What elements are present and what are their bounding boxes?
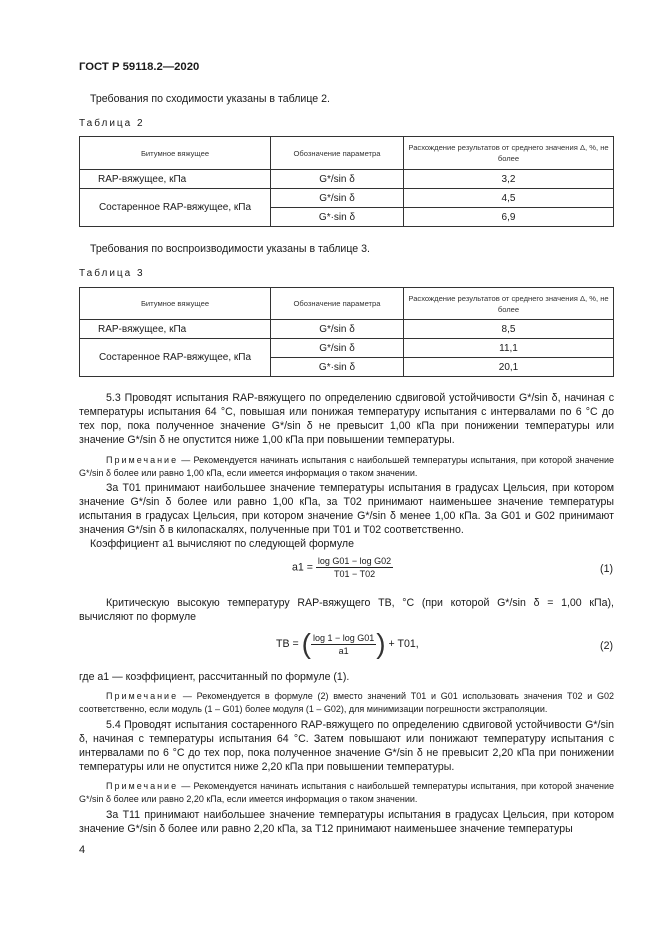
note-label: Примечание — [106, 781, 179, 791]
binder-aged: Состаренное RAP-вяжущее, кПа — [80, 339, 271, 377]
table-header-row — [80, 137, 614, 170]
header-parameter: Обозначение параметра — [271, 288, 404, 320]
param-cell: G*/sin δ — [271, 339, 404, 358]
binder-rap: RAP-вяжущее, кПа — [80, 170, 271, 189]
value-cell: 4,5 — [404, 189, 614, 208]
formula-2: TB = ( $\frac{\text{log 1 − log G01}}{a1}$ ) + T01, — [276, 628, 419, 659]
note-1 — [79, 454, 614, 479]
value-cell: 11,1 — [404, 339, 614, 358]
param-cell: G*·sin δ — [271, 208, 404, 227]
formula-2-numerator: log 1 − log G01 — [312, 632, 375, 643]
formula-1-numerator: log G01 − log G02 — [317, 556, 392, 566]
intro-table3: Требования по воспроизводимости указаны в таблице 3. — [90, 243, 370, 255]
paragraph-critical-temperature: Критическую высокую температуру RAP-вяжущего TB, °С (при которой G*/sin δ = 1,00 кПа), вычисляют по формуле — [79, 597, 614, 623]
page-number: 4 — [79, 844, 86, 856]
formula-2-tail: + T01, — [388, 637, 419, 650]
caption-table2: Таблица 2 — [79, 118, 145, 129]
header-binder: Битумное вяжущее — [80, 288, 271, 320]
formula-1-fraction — [316, 556, 393, 579]
paragraph-t11: За T11 принимают наибольшее значение температуры испытания в градусах Цельсия, при котором значение G*/sin δ более или равно 2,20 кПа, за T12 принимают наименьшее значение температуры — [79, 809, 614, 835]
table-2 — [79, 136, 614, 227]
param-cell: G*/sin δ — [271, 189, 404, 208]
formula-1-number: (1) — [600, 563, 613, 575]
formula-2-denominator: a1 — [338, 645, 349, 656]
paragraph-5-3: 5.3 Проводят испытания RAP-вяжущего по определению сдвиговой устойчивости G*/sin δ, начиная с температуры испытания 64 °С, повышая или понижая температуру испытания с интервалами по 6 °С до тех пор, пока полученное значение G*/sin δ не превысит 1,00 кПа при понижении температуры или значение G*/sin δ не опустится ниже 1,00 кПа при повышении температуры. — [79, 392, 614, 446]
param-cell: G*/sin δ — [271, 170, 404, 189]
table-row — [80, 339, 614, 358]
paragraph-where: где a1 — коэффициент, рассчитанный по формуле (1). — [79, 671, 350, 683]
paragraph-5-4: 5.4 Проводят испытания состаренного RAP-вяжущего по определению сдвиговой устойчивости G*/sin δ, начиная с температуры испытания 64 °С. Затем повышают или понижают температуру испытания с интервалами по 6 °С до тех пор, пока полученное значение G*/sin δ не превысит 2,20 кПа при понижении температуры или не опустится ниже 2,20 кПа при повышении температуры. — [79, 719, 614, 773]
note-label: Примечание — [106, 455, 179, 465]
table-header-row — [80, 288, 614, 320]
paragraph-coefficient: Коэффициент a1 вычисляют по следующей формуле — [90, 538, 354, 550]
param-cell: G*·sin δ — [271, 358, 404, 377]
value-cell: 20,1 — [404, 358, 614, 377]
header-deviation: Расхождение результатов от среднего значения Δ, %, не более — [404, 288, 614, 320]
binder-aged: Состаренное RAP-вяжущее, кПа — [80, 189, 271, 227]
table-row — [80, 320, 614, 339]
note-2 — [79, 690, 614, 715]
header-binder: Битумное вяжущее — [80, 137, 271, 170]
header-parameter: Обозначение параметра — [271, 137, 404, 170]
caption-table3: Таблица 3 — [79, 268, 145, 279]
formula-2-lhs: TB = — [276, 637, 299, 650]
binder-rap: RAP-вяжущее, кПа — [80, 320, 271, 339]
header-deviation: Расхождение результатов от среднего значения Δ, %, не более — [404, 137, 614, 170]
value-cell: 8,5 — [404, 320, 614, 339]
intro-table2: Требования по сходимости указаны в таблице 2. — [90, 93, 330, 105]
value-cell: 3,2 — [404, 170, 614, 189]
table-3 — [79, 287, 614, 377]
note-label: Примечание — [106, 691, 179, 701]
formula-1-lhs: a1 = — [292, 561, 313, 574]
note-text: — Рекомендуется начинать испытания с наибольшей температуры испытания, при которой значение G*/sin δ более или равно 2,20 кПа, если имеется информация о таком значении. — [79, 781, 614, 804]
value-cell: 6,9 — [404, 208, 614, 227]
standard-header: ГОСТ Р 59118.2—2020 — [79, 61, 200, 73]
formula-1 — [292, 556, 393, 579]
table-row — [80, 170, 614, 189]
formula-1-denominator: T01 − T02 — [333, 569, 376, 579]
table-row — [80, 189, 614, 208]
note-text: — Рекомендуется начинать испытания с наибольшей температуры испытания, при которой значение G*/sin δ более или равно 1,00 кПа, если имеется информация о таком значении. — [79, 455, 614, 478]
note-text: — Рекомендуется в формуле (2) вместо значений T01 и G01 использовать значения T02 и G02 соответственно, если модуль (1 – G01) более модуля (1 – G02), для минимизации погрешности экстраполяции. — [79, 691, 614, 714]
formula-2-number: (2) — [600, 640, 613, 652]
formula-2-fraction — [311, 633, 376, 656]
param-cell: G*/sin δ — [271, 320, 404, 339]
note-3 — [79, 780, 614, 805]
paragraph-t01: За T01 принимают наибольшее значение температуры испытания в градусах Цельсия, при котором значение G*/sin δ более или равно 1,00 кПа, за T02 принимают наименьшее значение температуры испытания в градусах Цельсия, при котором значение G*/sin δ менее 1,00 кПа. За G01 и G02 принимают значения G*/sin δ в килопаскалях, полученные при T01 и T02 соответственно. — [79, 482, 614, 536]
